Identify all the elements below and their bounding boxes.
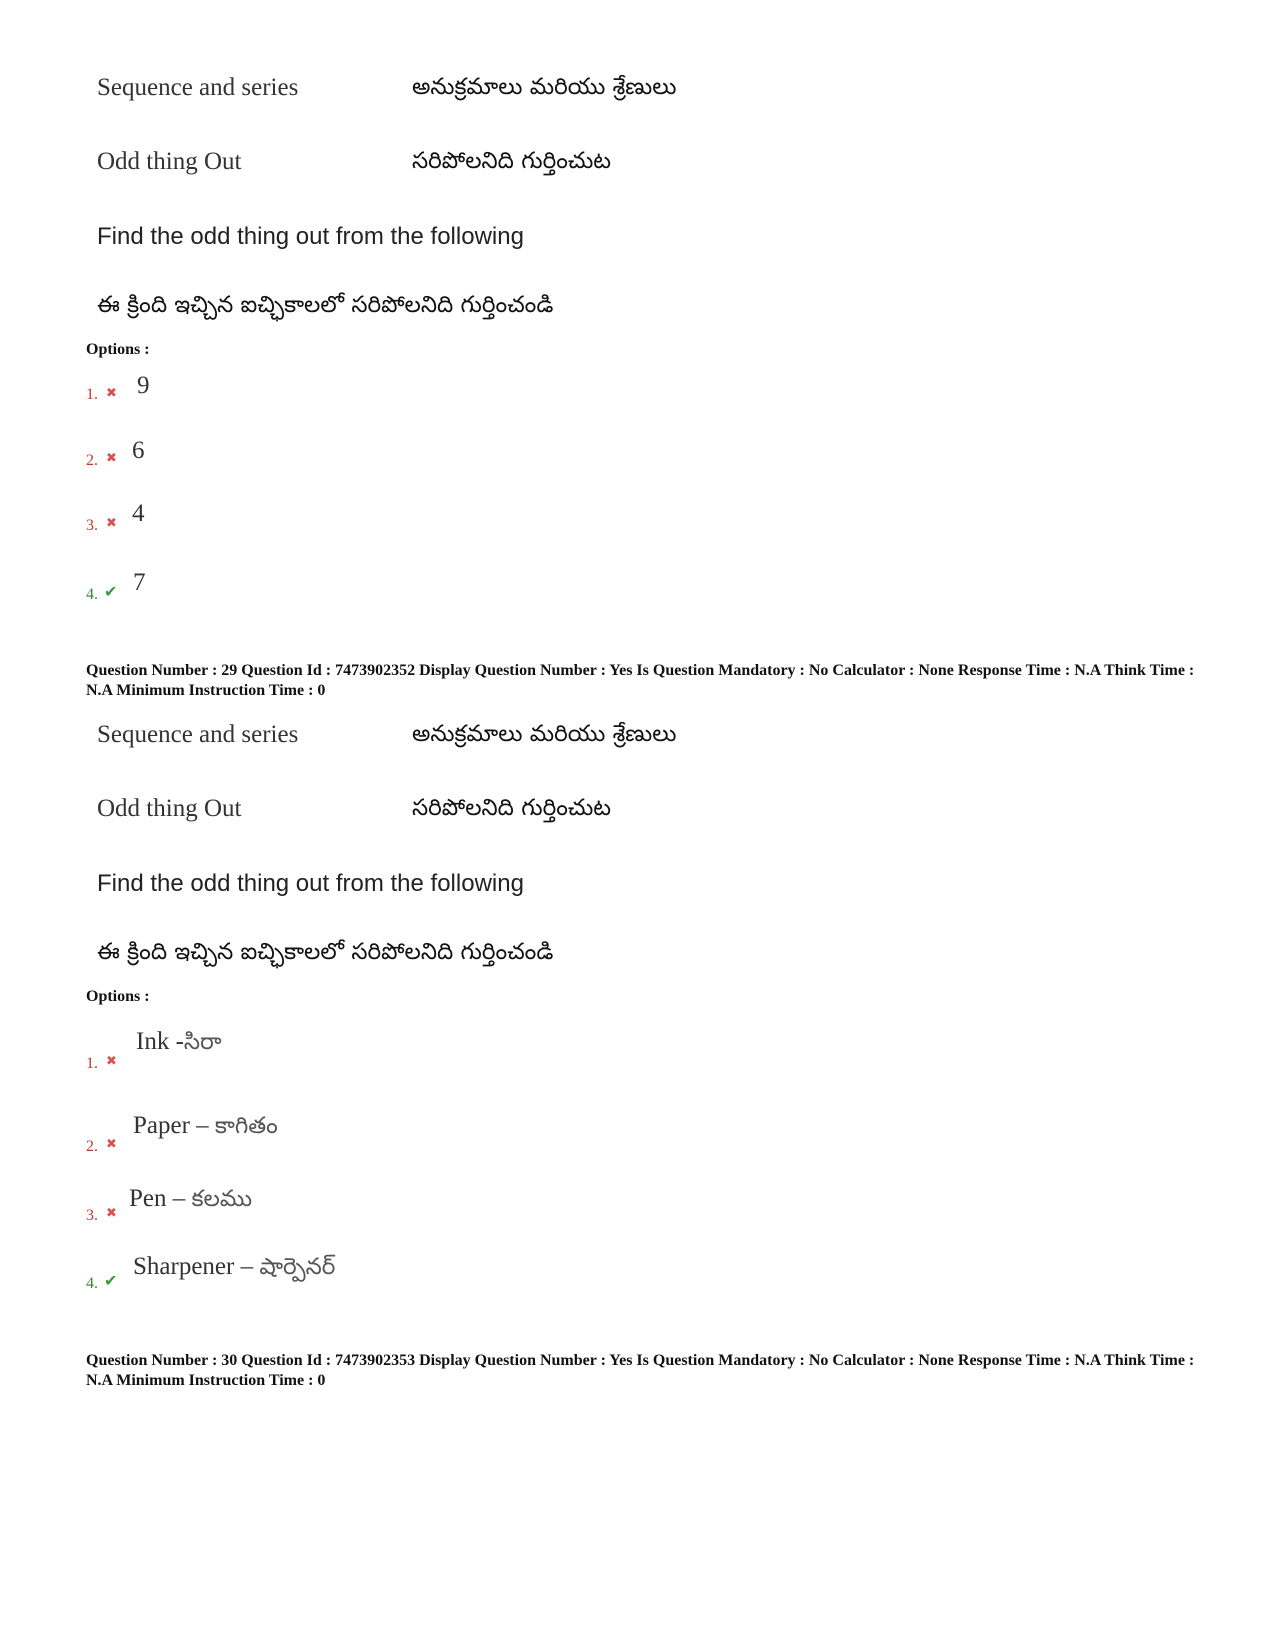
topic-telugu: అనుక్రమాలు మరియు శ్రేణులు — [412, 721, 677, 747]
cross-icon: ✖ — [106, 516, 117, 531]
cross-icon: ✖ — [106, 386, 117, 401]
option-telugu: కలము — [191, 1186, 253, 1212]
option-english: Ink - — [136, 1028, 184, 1055]
subtopic-english: Odd thing Out — [97, 148, 242, 175]
option-number: 2. — [86, 1138, 98, 1155]
option-value — [136, 1028, 222, 1061]
check-icon: ✔ — [104, 582, 118, 601]
option-number: 1. — [86, 1055, 98, 1072]
question-meta-29: Question Number : 29 Question Id : 7473902352 Display Question Number : Yes Is Question Mandatory : No Calculator : None Response Time : N.A Think Time : N.A Minimum Instruction Time : 0 — [86, 662, 1195, 699]
options-label: Options : — [86, 988, 150, 1005]
cross-icon: ✖ — [106, 1137, 117, 1152]
option-value: 9 — [137, 372, 150, 399]
option-number: 2. — [86, 452, 98, 469]
option-value: 7 — [133, 569, 146, 596]
question-english: Find the odd thing out from the following — [97, 870, 524, 897]
option-english: Pen – — [129, 1185, 192, 1212]
option-value — [133, 1253, 335, 1286]
topic-telugu: అనుక్రమాలు మరియు శ్రేణులు — [412, 74, 677, 100]
option-value: 6 — [132, 437, 145, 464]
question-telugu: ఈ క్రింది ఇచ్చిన ఐచ్ఛికాలలో సరిపోలనిది గుర్తించండి — [97, 292, 554, 318]
option-number: 4. — [86, 586, 98, 603]
options-label: Options : — [86, 341, 150, 358]
subtopic-telugu: సరిపోలనిది గుర్తించుట — [412, 795, 612, 821]
option-number: 4. — [86, 1275, 98, 1292]
option-telugu: షార్పెనర్ — [259, 1254, 336, 1280]
option-value — [133, 1112, 278, 1145]
question-meta-30: Question Number : 30 Question Id : 7473902353 Display Question Number : Yes Is Question Mandatory : No Calculator : None Response Time : N.A Think Time : N.A Minimum Instruction Time : 0 — [86, 1352, 1195, 1389]
question-english: Find the odd thing out from the following — [97, 223, 524, 250]
subtopic-english: Odd thing Out — [97, 795, 242, 822]
option-value: 4 — [132, 500, 145, 527]
option-english: Paper – — [133, 1112, 215, 1139]
option-english: Sharpener – — [133, 1253, 260, 1280]
question-telugu: ఈ క్రింది ఇచ్చిన ఐచ్ఛికాలలో సరిపోలనిది గుర్తించండి — [97, 939, 554, 965]
option-value — [129, 1185, 252, 1218]
option-number: 3. — [86, 517, 98, 534]
cross-icon: ✖ — [106, 451, 117, 466]
cross-icon: ✖ — [106, 1054, 117, 1069]
option-number: 3. — [86, 1207, 98, 1224]
topic-english: Sequence and series — [97, 721, 299, 748]
option-number: 1. — [86, 386, 98, 403]
topic-english: Sequence and series — [97, 74, 299, 101]
cross-icon: ✖ — [106, 1206, 117, 1221]
subtopic-telugu: సరిపోలనిది గుర్తించుట — [412, 148, 612, 174]
option-telugu: కాగితం — [214, 1113, 278, 1139]
option-telugu: సిరా — [183, 1029, 222, 1055]
check-icon: ✔ — [104, 1271, 118, 1290]
